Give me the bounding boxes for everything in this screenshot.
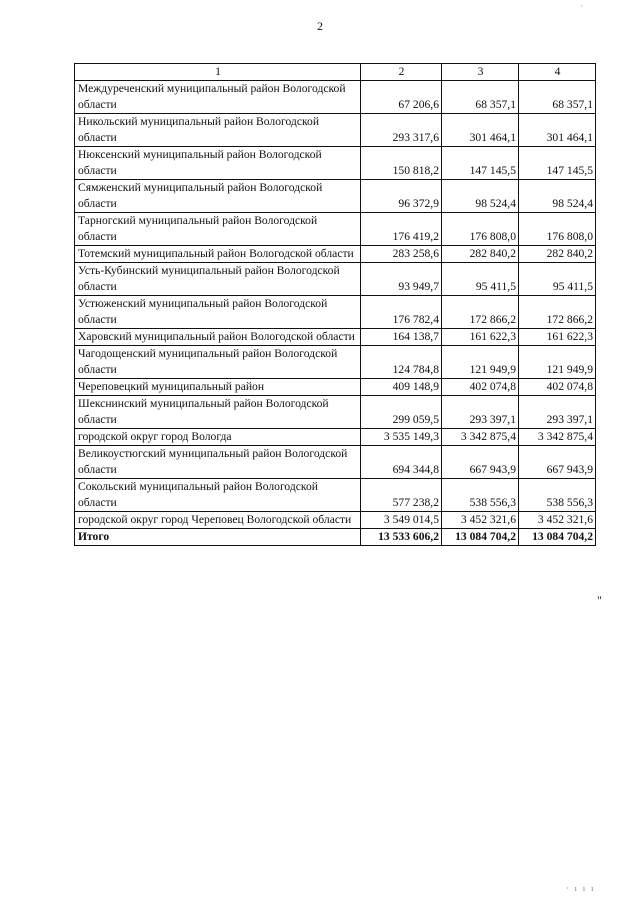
column-header-1: 1 xyxy=(75,64,361,81)
value-col3: 3 452 321,6 xyxy=(442,512,519,529)
scan-bottom-mark: · ı ı ı xyxy=(566,884,596,893)
value-col3: 172 866,2 xyxy=(442,296,519,329)
table-row xyxy=(75,346,596,379)
value-col3: 301 464,1 xyxy=(442,114,519,147)
value-col3: 293 397,1 xyxy=(442,396,519,429)
value-col4: 667 943,9 xyxy=(519,446,596,479)
value-col4: 161 622,3 xyxy=(519,329,596,346)
value-col4: 172 866,2 xyxy=(519,296,596,329)
value-col4: 68 357,1 xyxy=(519,81,596,114)
table-footer xyxy=(75,529,596,546)
table-row xyxy=(75,396,596,429)
total-value-col4: 13 084 704,2 xyxy=(519,529,596,546)
value-col3: 98 524,4 xyxy=(442,180,519,213)
table-row xyxy=(75,429,596,446)
table-row xyxy=(75,213,596,246)
value-col4: 95 411,5 xyxy=(519,263,596,296)
column-header-3: 3 xyxy=(442,64,519,81)
value-col2: 96 372,9 xyxy=(361,180,442,213)
value-col2: 3 549 014,5 xyxy=(361,512,442,529)
closing-quote: " xyxy=(597,593,602,607)
value-col3: 161 622,3 xyxy=(442,329,519,346)
value-col3: 68 357,1 xyxy=(442,81,519,114)
district-name: Тарногский муниципальный район Вологодской области xyxy=(75,213,361,246)
district-name: Никольский муниципальный район Вологодской области xyxy=(75,114,361,147)
district-name: Междуреченский муниципальный район Вологодской области xyxy=(75,81,361,114)
district-name: Великоустюгский муниципальный район Вологодской области xyxy=(75,446,361,479)
district-name: Шекснинский муниципальный район Вологодской области xyxy=(75,396,361,429)
value-col2: 283 258,6 xyxy=(361,246,442,263)
district-name: Череповецкий муниципальный район xyxy=(75,379,361,396)
value-col3: 121 949,9 xyxy=(442,346,519,379)
header-row xyxy=(75,64,596,81)
district-name: Усть-Кубинский муниципальный район Вологодской области xyxy=(75,263,361,296)
total-label: Итого xyxy=(75,529,361,546)
district-name: Сокольский муниципальный район Вологодской области xyxy=(75,479,361,512)
value-col2: 409 148,9 xyxy=(361,379,442,396)
value-col4: 176 808,0 xyxy=(519,213,596,246)
column-header-4: 4 xyxy=(519,64,596,81)
table-row xyxy=(75,263,596,296)
value-col3: 538 556,3 xyxy=(442,479,519,512)
value-col2: 67 206,6 xyxy=(361,81,442,114)
value-col3: 667 943,9 xyxy=(442,446,519,479)
total-value-col3: 13 084 704,2 xyxy=(442,529,519,546)
district-name: городской округ город Череповец Вологодской области xyxy=(75,512,361,529)
value-col2: 694 344,8 xyxy=(361,446,442,479)
table-header xyxy=(75,64,596,81)
value-col2: 176 419,2 xyxy=(361,213,442,246)
value-col4: 402 074,8 xyxy=(519,379,596,396)
value-col3: 282 840,2 xyxy=(442,246,519,263)
table-row xyxy=(75,296,596,329)
value-col2: 124 784,8 xyxy=(361,346,442,379)
table-row xyxy=(75,114,596,147)
table-row xyxy=(75,329,596,346)
value-col4: 538 556,3 xyxy=(519,479,596,512)
value-col3: 95 411,5 xyxy=(442,263,519,296)
district-name: Чагодощенский муниципальный район Вологодской области xyxy=(75,346,361,379)
table-row xyxy=(75,512,596,529)
column-header-2: 2 xyxy=(361,64,442,81)
table-row xyxy=(75,81,596,114)
value-col4: 121 949,9 xyxy=(519,346,596,379)
value-col4: 3 452 321,6 xyxy=(519,512,596,529)
value-col2: 164 138,7 xyxy=(361,329,442,346)
value-col4: 147 145,5 xyxy=(519,147,596,180)
value-col2: 150 818,2 xyxy=(361,147,442,180)
budget-table xyxy=(74,63,596,546)
value-col2: 293 317,6 xyxy=(361,114,442,147)
district-name: Нюксенский муниципальный район Вологодской области xyxy=(75,147,361,180)
total-row xyxy=(75,529,596,546)
district-name: Сямженский муниципальный район Вологодской области xyxy=(75,180,361,213)
district-name: Устюженский муниципальный район Вологодской области xyxy=(75,296,361,329)
table-row xyxy=(75,379,596,396)
district-name: Харовский муниципальный район Вологодской области xyxy=(75,329,361,346)
table-row xyxy=(75,446,596,479)
value-col2: 299 059,5 xyxy=(361,396,442,429)
value-col2: 93 949,7 xyxy=(361,263,442,296)
district-name: Тотемский муниципальный район Вологодской области xyxy=(75,246,361,263)
value-col4: 293 397,1 xyxy=(519,396,596,429)
budget-table-container xyxy=(74,63,596,546)
value-col2: 3 535 149,3 xyxy=(361,429,442,446)
value-col4: 98 524,4 xyxy=(519,180,596,213)
value-col2: 577 238,2 xyxy=(361,479,442,512)
value-col4: 282 840,2 xyxy=(519,246,596,263)
table-row xyxy=(75,180,596,213)
value-col3: 3 342 875,4 xyxy=(442,429,519,446)
value-col4: 3 342 875,4 xyxy=(519,429,596,446)
table-row xyxy=(75,147,596,180)
table-body xyxy=(75,81,596,529)
value-col3: 402 074,8 xyxy=(442,379,519,396)
table-row xyxy=(75,246,596,263)
value-col3: 176 808,0 xyxy=(442,213,519,246)
value-col3: 147 145,5 xyxy=(442,147,519,180)
value-col2: 176 782,4 xyxy=(361,296,442,329)
scan-corner-mark: · xyxy=(580,2,583,11)
district-name: городской округ город Вологда xyxy=(75,429,361,446)
value-col4: 301 464,1 xyxy=(519,114,596,147)
page-number: 2 xyxy=(317,19,323,33)
table-row xyxy=(75,479,596,512)
total-value-col2: 13 533 606,2 xyxy=(361,529,442,546)
